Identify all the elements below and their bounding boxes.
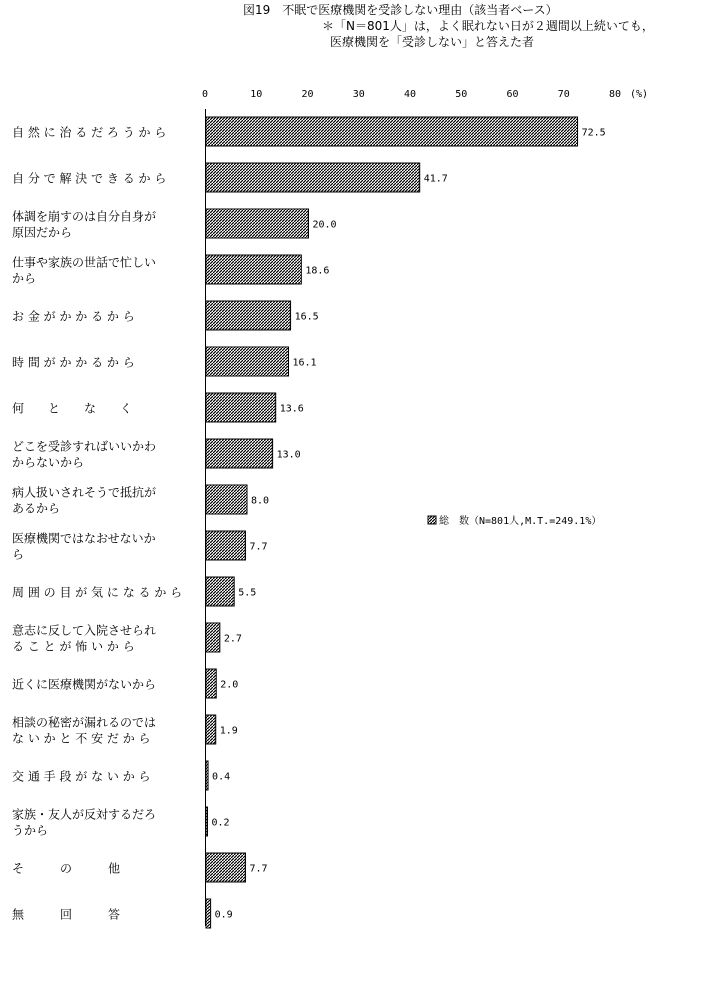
category-label: あるから xyxy=(12,501,61,516)
data-label: 7.7 xyxy=(249,863,268,875)
bar xyxy=(206,715,216,744)
category-label: 近くに医療機関がないから xyxy=(12,677,157,692)
category-label: な い か と 不 安 だ か ら xyxy=(12,731,151,746)
bar xyxy=(206,899,211,928)
chart-title: 図19 不眠で医療機関を受診しない理由（該当者ベース） xyxy=(243,3,558,17)
data-label: 13.0 xyxy=(276,449,301,461)
bar xyxy=(206,853,245,882)
category-label: 相談の秘密が漏れるのでは xyxy=(12,715,157,730)
data-label: 0.2 xyxy=(211,817,230,829)
x-tick-label: 70 xyxy=(557,89,570,100)
category-label: うから xyxy=(12,823,49,838)
category-label: から xyxy=(12,271,37,286)
data-label: 2.7 xyxy=(223,633,242,645)
category-label: 意志に反して入院させられ xyxy=(12,623,157,638)
bar xyxy=(206,531,245,560)
data-label: 18.6 xyxy=(305,265,330,277)
category-label: 原因だから xyxy=(12,225,73,240)
category-label: 交 通 手 段 が な い か ら xyxy=(12,769,151,784)
x-tick-label: 10 xyxy=(250,89,263,100)
bar xyxy=(206,255,301,284)
data-label: 2.0 xyxy=(220,679,239,691)
bar xyxy=(206,209,309,238)
bar xyxy=(206,577,234,606)
bar xyxy=(206,807,208,836)
data-label: 16.1 xyxy=(292,357,317,369)
bar xyxy=(206,163,420,192)
category-label: 病人扱いされそうで抵抗が xyxy=(12,485,157,500)
x-tick-label: 60 xyxy=(506,89,519,100)
x-tick-label: 30 xyxy=(352,89,365,100)
x-tick-label: 20 xyxy=(301,89,314,100)
data-label: 1.9 xyxy=(219,725,238,737)
x-axis-unit: (%) xyxy=(630,89,649,100)
category-label: 医療機関ではなおせないか xyxy=(12,531,156,546)
category-label: る こ と が 怖 い か ら xyxy=(12,639,135,654)
chart-note-line2: 医療機関を「受診しない」と答えた者 xyxy=(330,35,535,49)
data-label: 0.9 xyxy=(214,909,233,921)
bar xyxy=(206,761,208,790)
bar xyxy=(206,439,273,468)
bar xyxy=(206,301,291,330)
data-label: 7.7 xyxy=(249,541,268,553)
category-label: 時 間 が か か る か ら xyxy=(12,355,135,370)
category-label: そ の 他 xyxy=(12,861,121,876)
category-label: 自 然 に 治 る だ ろ う か ら xyxy=(12,125,167,140)
bar xyxy=(206,669,216,698)
category-label: 仕事や家族の世話で忙しい xyxy=(12,255,157,270)
bar xyxy=(206,347,289,376)
category-label: 周 囲 の 目 が 気 に な る か ら xyxy=(12,585,183,600)
category-label: お 金 が か か る か ら xyxy=(12,309,135,324)
x-tick-label: 80 xyxy=(608,89,622,100)
data-label: 8.0 xyxy=(251,495,270,507)
bar xyxy=(206,117,578,146)
category-label: からないから xyxy=(12,455,85,470)
data-label: 13.6 xyxy=(279,403,304,415)
data-label: 72.5 xyxy=(581,127,606,139)
bar xyxy=(206,623,220,652)
data-label: 5.5 xyxy=(238,587,257,599)
category-label: どこを受診すればいいかわ xyxy=(12,439,157,454)
legend-label: 総 数（N=801人,M.T.=249.1%） xyxy=(439,516,602,527)
legend-swatch xyxy=(428,516,436,524)
data-label: 0.4 xyxy=(212,771,231,783)
x-tick-label: 40 xyxy=(403,89,417,100)
category-label: 何 と な く xyxy=(12,401,133,416)
data-label: 16.5 xyxy=(294,311,319,323)
bar xyxy=(206,485,247,514)
category-label: ら xyxy=(12,547,25,562)
data-label: 41.7 xyxy=(423,173,448,185)
category-label: 無 回 答 xyxy=(12,907,121,922)
x-tick-label: 50 xyxy=(455,89,468,100)
category-label: 家族・友人が反対するだろ xyxy=(12,807,157,822)
data-label: 20.0 xyxy=(312,219,337,231)
chart-note-line1: ＊「N＝801人」は，よく眠れない日が２週間以上続いても， xyxy=(322,19,654,33)
x-tick-label: 0 xyxy=(201,89,209,100)
category-label: 自 分 で 解 決 で き る か ら xyxy=(12,171,167,186)
bar xyxy=(206,393,276,422)
category-label: 体調を崩すのは自分自身が xyxy=(12,209,157,224)
